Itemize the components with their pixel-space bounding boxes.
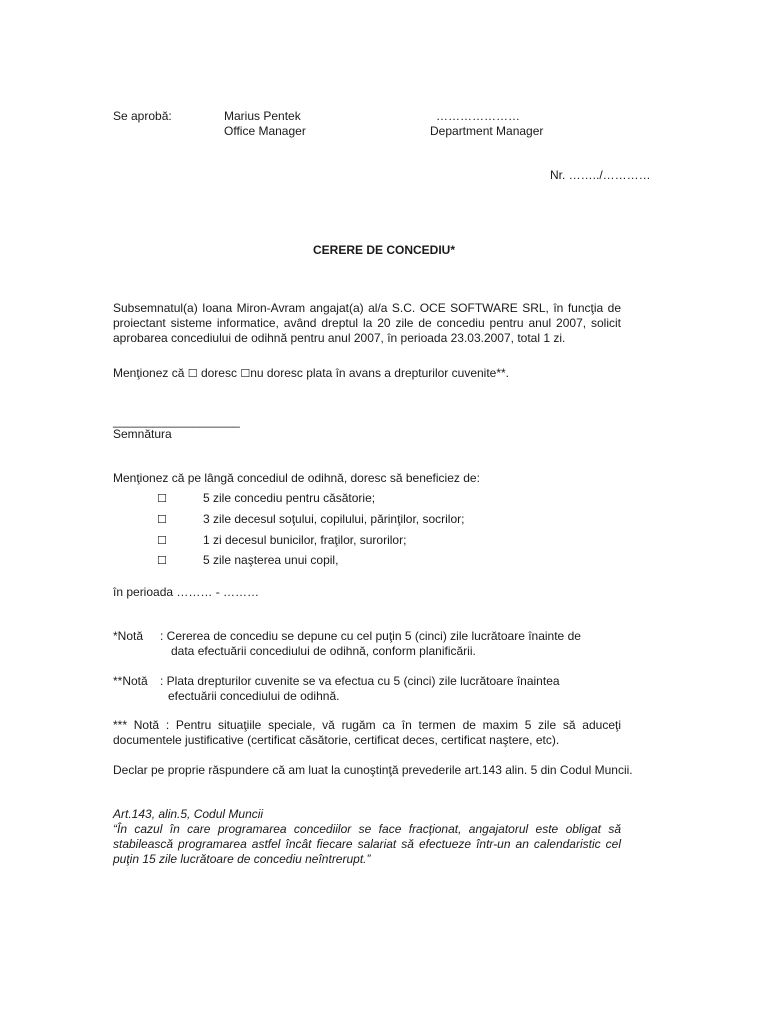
note2-label: **Notă xyxy=(113,674,148,688)
page-title: CERERE DE CONCEDIU* xyxy=(312,243,456,257)
checkbox-icon: ☐ xyxy=(157,554,167,567)
extra-leave-checkbox-4[interactable] xyxy=(157,553,167,568)
extra-leave-checkbox-3[interactable] xyxy=(157,533,167,548)
wish-checkbox[interactable]: ☐ xyxy=(187,367,198,380)
payment-prefix: Menţionez că xyxy=(113,366,185,380)
extra-leave-checkbox-1[interactable] xyxy=(157,491,167,506)
note1-text-a: : Cererea de concediu se depune cu cel puţin 5 (cinci) zile lucrătoare înainte de xyxy=(160,629,581,643)
extra-leave-item-2: 3 zile decesul soţului, copilului, părinţilor, socrilor; xyxy=(203,512,465,526)
extra-leave-item-3: 1 zi decesul bunicilor, fraţilor, surorilor; xyxy=(203,533,407,547)
declaration: Declar pe proprie răspundere că am luat la cunoştinţă prevederile art.143 alin. 5 din Codul Muncii. xyxy=(113,763,633,777)
law-reference: Art.143, alin.5, Codul Muncii xyxy=(113,807,264,821)
department-manager-title: Department Manager xyxy=(430,124,544,138)
payment-suffix: **. xyxy=(496,366,510,380)
law-quote: “În cazul în care programarea concediilor se face fracţionat, angajatorul este obligat să stabilească programarea astfel încât fiecare salariat să efectueze într-un an calendaristic cel puţin 15 zile lucrătoare de concediu neîntrerupt.” xyxy=(113,822,621,866)
checkbox-icon: ☐ xyxy=(157,534,167,547)
payment-preference-line xyxy=(113,366,509,381)
signature-line: ___________________ xyxy=(113,414,240,428)
extra-leave-period: în perioada ……… - ……… xyxy=(113,585,260,599)
registration-number: Nr. ……../………… xyxy=(550,168,651,182)
request-paragraph: Subsemnatul(a) Ioana Miron-Avram angajat(a) al/a S.C. OCE SOFTWARE SRL, în funcţia de proiectant sisteme informatice, având dreptul la 20 zile de concediu pentru anul 2007, solicit aprobarea concediului de odihnă pentru anul 2007, în perioada 23.03.2007, total 1 zi. xyxy=(113,301,621,345)
approval-label: Se aprobă: xyxy=(113,109,172,123)
office-manager-name: Marius Pentek xyxy=(224,109,301,123)
checkbox-icon: ☐ xyxy=(157,513,167,526)
signature-label: Semnătura xyxy=(113,427,172,441)
extra-leave-intro: Menţionez că pe lângă concediul de odihnă, doresc să beneficiez de: xyxy=(113,471,480,485)
extra-leave-item-1: 5 zile concediu pentru căsătorie; xyxy=(203,491,376,505)
extra-leave-item-4: 5 zile naşterea unui copil, xyxy=(203,553,339,567)
payment-option-wish: doresc xyxy=(200,366,237,380)
note1-text-b: data efectuării concediului de odihnă, conform planificării. xyxy=(171,644,476,658)
payment-option-no-wish: nu doresc plata în avans a drepturilor cuvenite xyxy=(250,366,497,380)
no-wish-checkbox[interactable]: ☐ xyxy=(240,367,251,380)
checkbox-icon: ☐ xyxy=(157,492,167,505)
extra-leave-checkbox-2[interactable] xyxy=(157,512,167,527)
note2-text-a: : Plata drepturilor cuvenite se va efectua cu 5 (cinci) zile lucrătoare înaintea xyxy=(160,674,560,688)
note2-text-b: efectuării concediului de odihnă. xyxy=(168,689,340,703)
note1-label: *Notă xyxy=(113,629,144,643)
department-manager-name: ………………… xyxy=(436,109,520,123)
office-manager-title: Office Manager xyxy=(224,124,306,138)
note3: *** Notă : Pentru situaţiile speciale, vă rugăm ca în termen de maxim 5 zile să aduceţi documentele justificative (certificat căsătorie, certificat deces, certificat naştere, etc). xyxy=(113,718,621,747)
